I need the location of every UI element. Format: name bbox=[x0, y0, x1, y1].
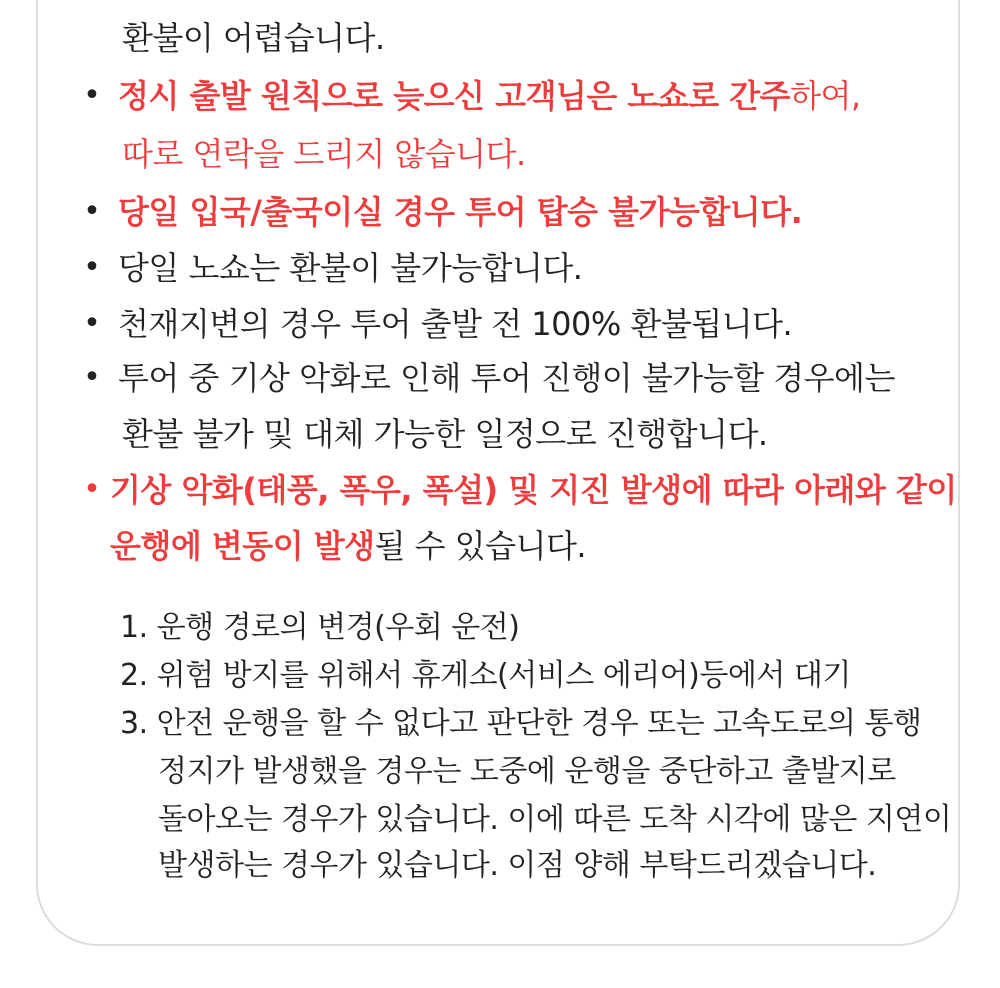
sub-item-stop-operation-l2: 정지가 발생했을 경우는 도중에 운행을 중단하고 출발지로 bbox=[158, 754, 896, 789]
notice-line-top: 환불이 어렵습니다. bbox=[122, 19, 385, 57]
bullet-dot: • bbox=[83, 194, 101, 229]
sub-item-route-change: 1. 운행 경로의 변경(우회 운전) bbox=[120, 610, 520, 645]
operation-change-tail: 될 수 있습니다. bbox=[374, 527, 587, 565]
notice-item-weather-during-tour: 투어 중 기상 악화로 인해 투어 진행이 불가능할 경우에는 bbox=[118, 359, 895, 397]
sub-item-stop-operation-l3: 돌아오는 경우가 있습니다. 이에 따른 도착 시각에 많은 지연이 bbox=[158, 802, 952, 837]
operation-change-highlight: 운행에 변동이 발생 bbox=[110, 527, 375, 565]
notice-item-disaster-refund: 천재지변의 경우 투어 출발 전 100% 환불됩니다. bbox=[118, 305, 793, 343]
noshow-highlight: 정시 출발 원칙으로 늦으신 고객님은 노쇼로 간주 bbox=[118, 77, 791, 115]
bullet-dot: • bbox=[83, 250, 101, 285]
sub-item-stop-operation: 3. 안전 운행을 할 수 없다고 판단한 경우 또는 고속도로의 통행 bbox=[120, 706, 922, 741]
notice-item-weather-changes: 기상 악화(태풍, 폭우, 폭설) 및 지진 발생에 따라 아래와 같이 bbox=[110, 471, 957, 509]
bullet-dot: • bbox=[83, 472, 101, 507]
notice-item-weather-changes-cont bbox=[110, 526, 586, 566]
notice-item-same-day-flight: 당일 입국/출국이실 경우 투어 탑승 불가능합니다. bbox=[118, 193, 803, 231]
bullet-dot: • bbox=[83, 78, 101, 113]
bullet-dot: • bbox=[83, 360, 101, 395]
notice-item-weather-cont: 환불 불가 및 대체 가능한 일정으로 진행합니다. bbox=[122, 415, 768, 453]
noshow-tail: 하여, bbox=[790, 77, 861, 115]
notice-item-noshow-policy bbox=[118, 76, 861, 116]
sub-item-rest-area-wait: 2. 위험 방지를 위해서 휴게소(서비스 에리어)등에서 대기 bbox=[120, 658, 851, 693]
notice-item-noshow-refund: 당일 노쇼는 환불이 불가능합니다. bbox=[118, 249, 583, 287]
notice-item-noshow-cont: 따로 연락을 드리지 않습니다. bbox=[122, 135, 526, 173]
bullet-dot: • bbox=[83, 306, 101, 341]
sub-item-stop-operation-l4: 발생하는 경우가 있습니다. 이점 양해 부탁드리겠습니다. bbox=[158, 848, 877, 883]
